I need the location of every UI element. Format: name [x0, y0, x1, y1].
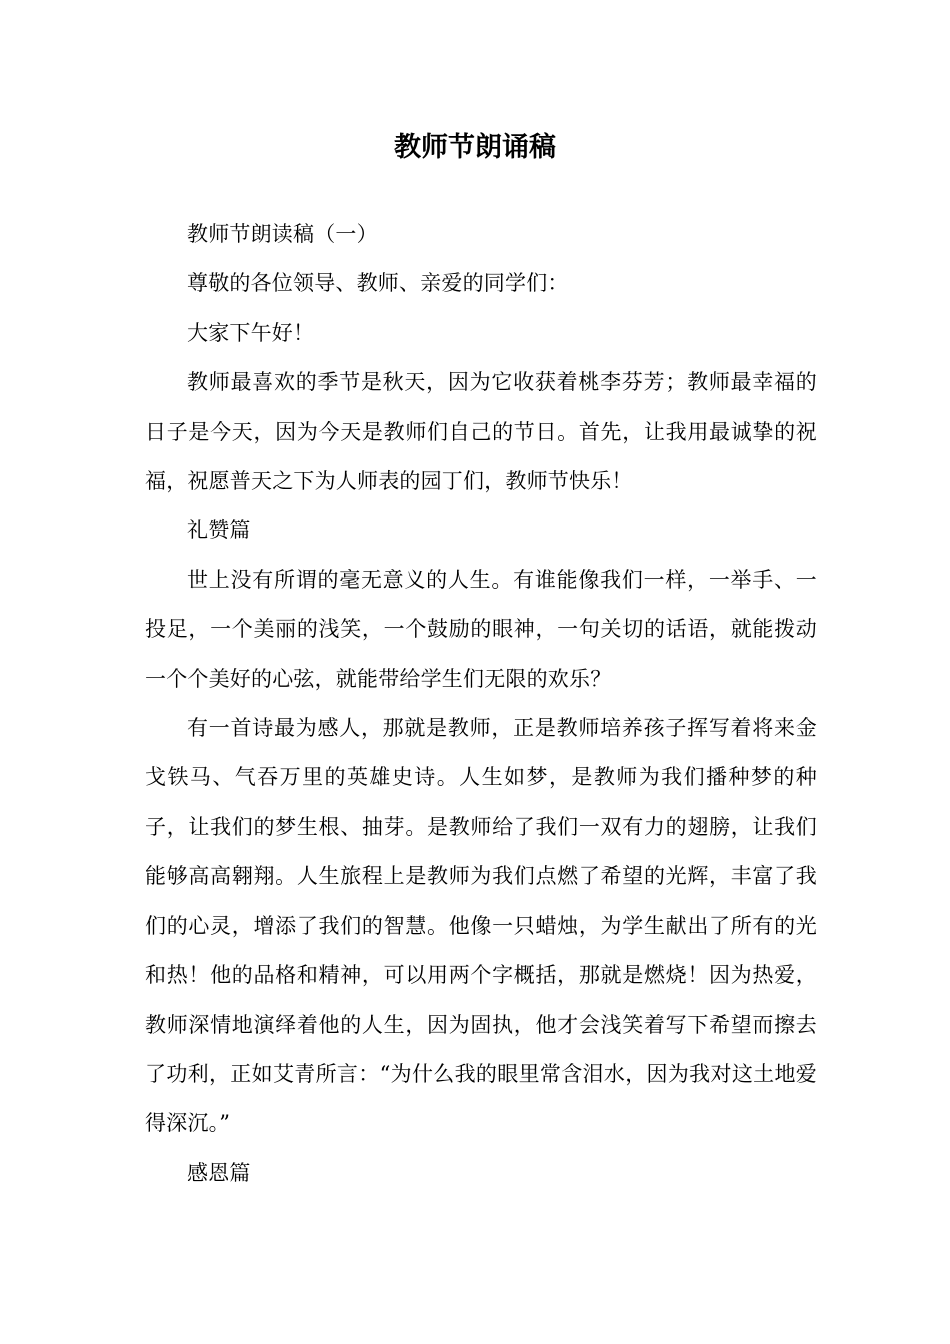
paragraph-praise-2: 有一首诗最为感人，那就是教师，正是教师培养孩子挥写着将来金戈铁马、气吞万里的英雄史诗。人生如梦，是教师为我们播种梦的种子，让我们的梦生根、抽芽。是教师给了我们一双有力的翅膀，让我们能够高高翱翔。人生旅程上是教师为我们点燃了希望的光辉，丰富了我们的心灵，增添了我们的智慧。他像一只蜡烛，为学生献出了所有的光和热！他的品格和精神，可以用两个字概括，那就是燃烧！因为热爱，教师深情地演绎着他的人生，因为固执，他才会浅笑着写下希望而擦去了功利，正如艾青所言：“为什么我的眼里常含泪水，因为我对这土地爱得深沉。” — [145, 716, 817, 1136]
paragraph-greeting: 大家下午好！ — [187, 320, 315, 345]
paragraph-subtitle: 教师节朗读稿（一） — [187, 222, 378, 246]
paragraph-salutation: 尊敬的各位领导、教师、亲爱的同学们： — [187, 271, 569, 296]
document-body — [145, 210, 817, 1198]
section-heading-gratitude: 感恩篇 — [187, 1160, 251, 1185]
section-heading-praise: 礼赞篇 — [187, 518, 251, 543]
document-title: 教师节朗诵稿 — [394, 132, 556, 163]
paragraph-praise-1: 世上没有所谓的毫无意义的人生。有谁能像我们一样，一举手、一投足，一个美丽的浅笑，一个鼓励的眼神，一句关切的话语，就能拨动一个个美好的心弦，就能带给学生们无限的欢乐？ — [145, 567, 817, 691]
paragraph-opening: 教师最喜欢的季节是秋天，因为它收获着桃李芬芳；教师最幸福的日子是今天，因为今天是教师们自己的节日。首先，让我用最诚挚的祝福，祝愿普天之下为人师表的园丁们，教师节快乐！ — [145, 370, 817, 494]
